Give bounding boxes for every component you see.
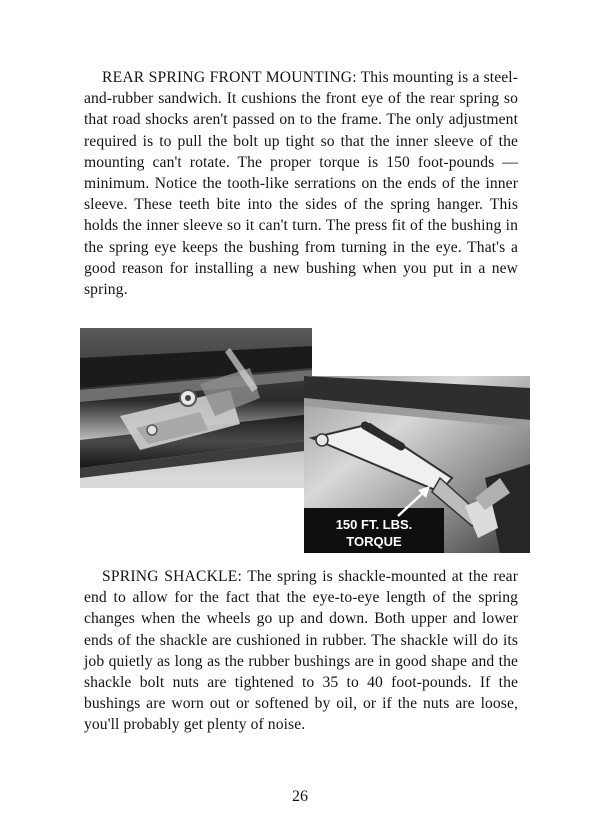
photo-bolt-torque: [304, 376, 530, 553]
torque-callout-line2: TORQUE: [346, 534, 402, 549]
paragraph-rear-spring-front-mounting: [84, 67, 518, 300]
section-body-spring-shackle: The spring is shackle-mounted at the rear end to allow for the fact that the eye-to-eye length of the spring changes when the wheels go up and down. Both upper and lower ends of the shackle are cushioned in rubber. The shackle will do its job quietly as long as the rubber bushings are in good shape and the shackle bolt nuts are tightened to 35 to 40 foot-pounds. If the bushings are worn out or softened by oil, or if the nuts are loose, you'll probably get plenty of noise.: [84, 568, 518, 734]
torque-callout-line1: 150 FT. LBS.: [335, 517, 413, 532]
section-body-rear-spring-front-mounting: This mounting is a steel-and-rubber sandwich. It cushions the front eye of the rear spring so that road shocks aren't passed on to the frame. The only adjustment required is to pull the bolt up tight so that the inner sleeve of the mounting can't rotate. The proper torque is 150 foot-pounds — minimum. Notice the tooth-like serrations on the ends of the inner sleeve. These teeth bite into the sides of the spring hanger. This holds the inner sleeve so it can't turn. The press fit of the bushing in the spring eye keeps the bushing from turning in the eye. That's a good reason for installing a new bushing when you put in a new spring.: [84, 69, 518, 299]
spring-mounting-photos: [80, 328, 530, 553]
paragraph-spring-shackle: [84, 566, 518, 736]
section-heading-rear-spring-front-mounting: REAR SPRING FRONT MOUNTING:: [102, 69, 357, 86]
page-number: 26: [292, 788, 308, 805]
section-heading-spring-shackle: SPRING SHACKLE:: [102, 568, 243, 585]
photo-front-mounting: [80, 328, 312, 488]
